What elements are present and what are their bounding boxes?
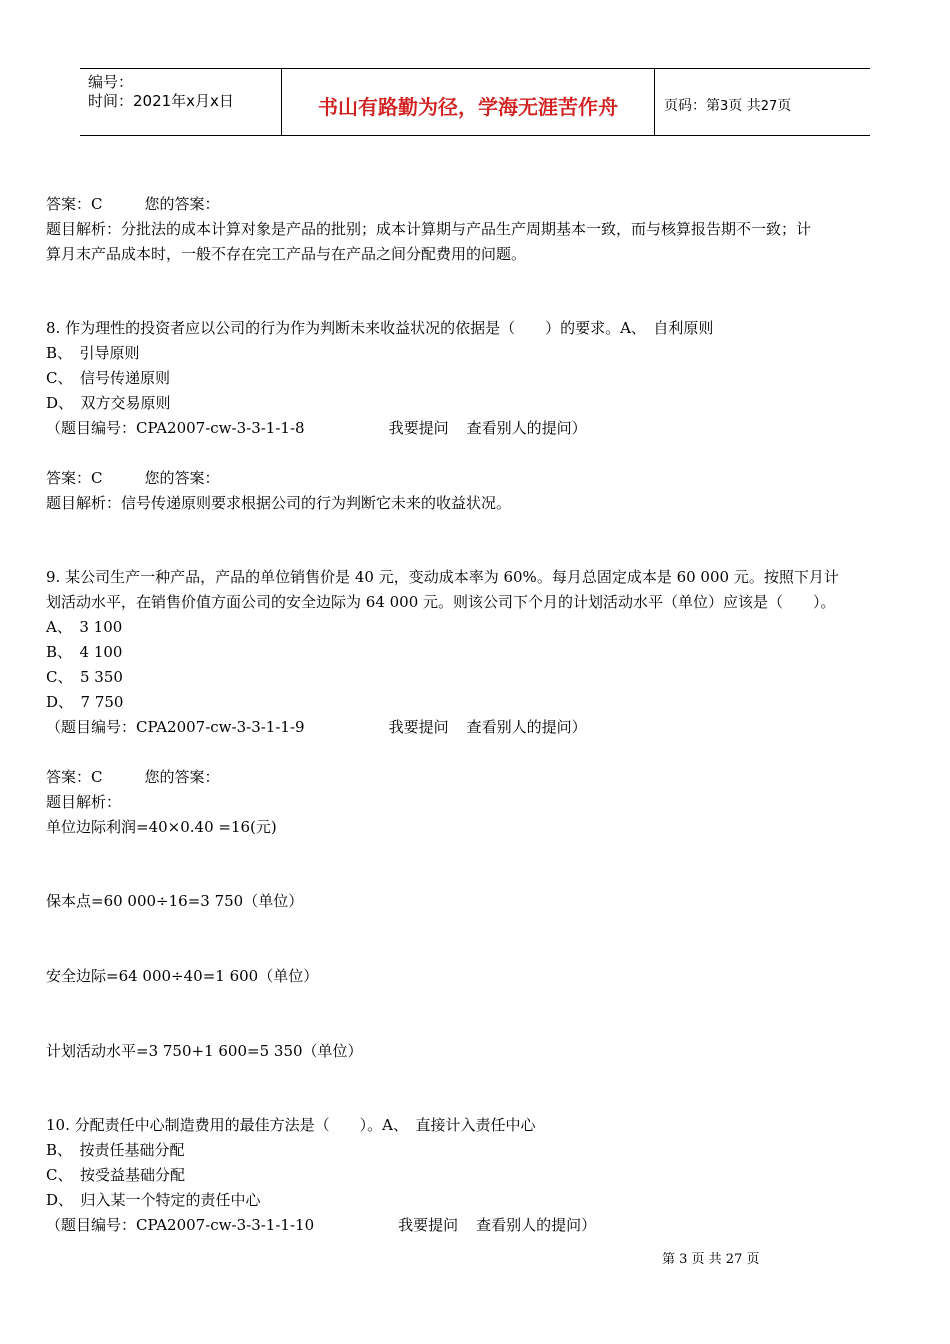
question-ref-line: [46, 418, 587, 438]
question-ref-line: [46, 1215, 596, 1235]
correct-answer: 答案：C: [46, 469, 103, 487]
your-answer: 您的答案：: [144, 469, 220, 487]
header-motto: 书山有路勤为径，学海无涯苦作舟: [318, 95, 618, 119]
correct-answer: 答案：C: [46, 195, 103, 213]
ask-question-link[interactable]: 我要提问: [388, 419, 449, 437]
page-suffix: 页: [777, 98, 792, 114]
option-d: D、 双方交易原则: [46, 394, 171, 412]
analysis-text: 算月末产品成本时，一般不存在完工产品与在产品之间分配费用的问题。: [46, 245, 527, 263]
ask-question-link[interactable]: 我要提问: [388, 718, 449, 736]
option-c: C、 5 350: [46, 668, 123, 686]
calc-line: 保本点=60 000÷16=3 750（单位）: [46, 892, 304, 910]
your-answer: 您的答案：: [144, 195, 220, 213]
question-id: （题目编号：CPA2007-cw-3-3-1-1-10: [46, 1216, 315, 1234]
question-id: （题目编号：CPA2007-cw-3-3-1-1-9: [46, 718, 305, 736]
option-b: B、 引导原则: [46, 344, 140, 362]
option-b: B、 4 100: [46, 643, 123, 661]
question-stem: 10. 分配责任中心制造费用的最佳方法是（ ）。A、 直接计入责任中心: [46, 1116, 536, 1134]
question-id: （题目编号：CPA2007-cw-3-3-1-1-8: [46, 419, 305, 437]
page-header: [80, 68, 870, 136]
doc-date-label: 时间：2021年x月x日: [88, 92, 234, 110]
header-divider: [654, 69, 655, 135]
correct-answer: 答案：C: [46, 768, 103, 786]
option-c: C、 信号传递原则: [46, 369, 170, 387]
question-stem: 划活动水平，在销售价值方面公司的安全边际为 64 000 元。则该公司下个月的计划活动水平（单位）应该是（ ）。: [46, 593, 836, 611]
analysis-text: 题目解析：信号传递原则要求根据公司的行为判断它未来的收益状况。: [46, 494, 512, 512]
view-questions-link[interactable]: 查看别人的提问）: [466, 718, 587, 736]
header-meta: [88, 73, 234, 111]
question-stem: 9. 某公司生产一种产品，产品的单位销售价是 40 元，变动成本率为 60%。每月总固定成本是 60 000 元。按照下月计: [46, 568, 839, 586]
page-footer: 第 3 页 共 27 页: [662, 1252, 760, 1267]
question-stem: 8. 作为理性的投资者应以公司的行为作为判断未来收益状况的依据是（ ）的要求。A、 自利原则: [46, 319, 714, 337]
page-mid: 页 共: [728, 98, 761, 114]
option-c: C、 按受益基础分配: [46, 1166, 185, 1184]
analysis-label: 题目解析：: [46, 793, 122, 811]
page-number: 3: [720, 99, 729, 114]
view-questions-link[interactable]: 查看别人的提问）: [476, 1216, 597, 1234]
answer-line: [46, 468, 220, 488]
view-questions-link[interactable]: 查看别人的提问）: [466, 419, 587, 437]
calc-line: 计划活动水平=3 750+1 600=5 350（单位）: [46, 1042, 363, 1060]
option-b: B、 按责任基础分配: [46, 1141, 185, 1159]
option-d: D、 7 750: [46, 693, 124, 711]
question-ref-line: [46, 717, 587, 737]
calc-line: 安全边际=64 000÷40=1 600（单位）: [46, 967, 319, 985]
answer-line: [46, 767, 220, 787]
page-prefix: 页码：第: [664, 98, 720, 114]
calc-line: 单位边际利润=40×0.40 =16(元): [46, 818, 277, 836]
ask-question-link[interactable]: 我要提问: [398, 1216, 459, 1234]
page-total: 27: [760, 99, 778, 114]
doc-code-label: 编号：: [88, 73, 134, 91]
header-page-indicator: [664, 95, 791, 115]
answer-line: [46, 194, 220, 214]
your-answer: 您的答案：: [144, 768, 220, 786]
option-a: A、 3 100: [46, 618, 123, 636]
analysis-text: 题目解析：分批法的成本计算对象是产品的批别；成本计算期与产品生产周期基本一致，而与核算报告期不一致；计: [46, 220, 812, 238]
option-d: D、 归入某一个特定的责任中心: [46, 1191, 261, 1209]
